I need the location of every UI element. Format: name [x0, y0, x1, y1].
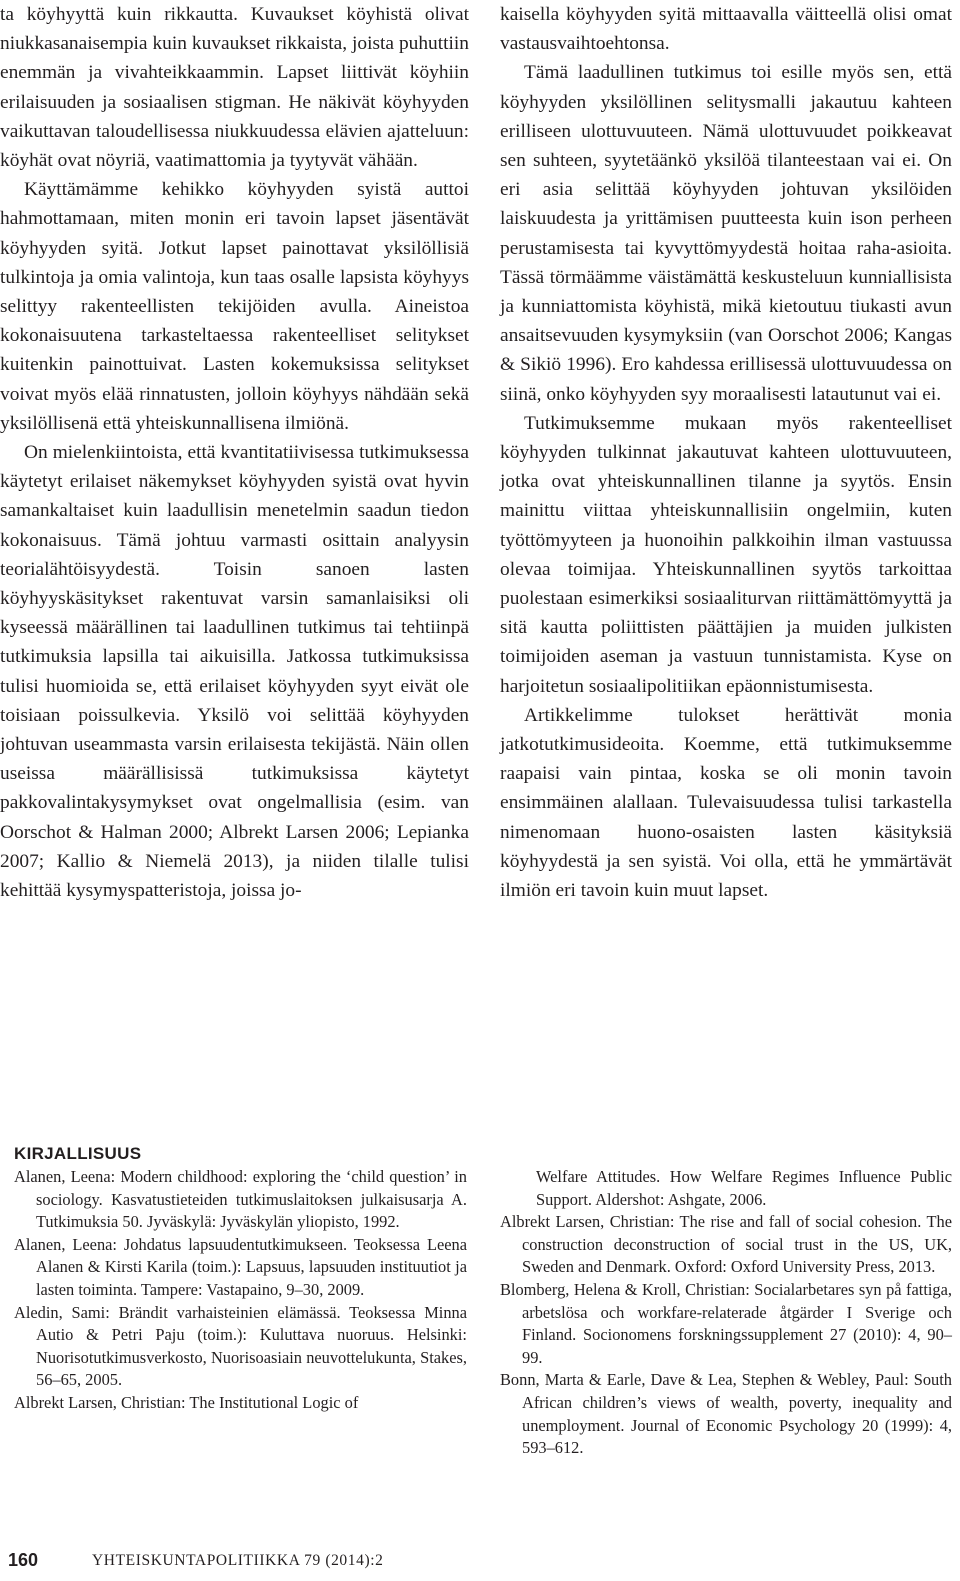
journal-title: YHTEISKUNTAPOLITIIKKA 79 (2014):2 — [92, 1552, 384, 1569]
references-heading: KIRJALLISUUS — [14, 1144, 142, 1163]
paragraph: kaisella köyhyyden syitä mittaavalla väitteellä olisi omat vastausvaihtoehtonsa. — [500, 4, 952, 55]
references-column-left — [14, 1166, 467, 1415]
references-column-right — [500, 1166, 952, 1460]
paragraph: On mielenkiintoista, että kvantitatiivisessa tutkimuksessa käytetyt erilaiset näkemykset köyhyyden syistä ovat hyvin samankaltaiset kuin laadullisin menetelmin saadun tiedon kokonaisuus. Tämä johtuu varmasti osittain analyysin teorialähtöisyydestä. Toisin sanoen lasten köyhyyskäsitykset rakentuvat varsin samanlaisiksi oli kyseessä määrällinen tai laadullinen tutkimus tai tehtiinpä tutkimuksia lapsilla tai aikuisilla. Jatkossa tutkimuksissa tulisi huomioida se, että erilaiset köyhyyden syyt eivät ole toisiaan poissulkevia. Yksilö voi selittää köyhyyden johtuvan useammasta varsin erilaisesta tekijästä. Näin ollen useissa määrällisissä tutkimuksissa käytetyt pakkovalintakysymykset ovat ongelmallisia (esim. van Oorschot & Halman 2000; Albrekt Larsen 2006; Lepianka 2007; Kallio & Niemelä 2013), ja niiden tilalle tulisi kehittää kysymyspatteristoja, joissa jo- — [0, 442, 469, 902]
reference-entry-continuation: Welfare Attitudes. How Welfare Regimes Influence Public Support. Aldershot: Ashgate, 2006. — [536, 1167, 952, 1209]
paragraph: ta köyhyyttä kuin rikkautta. Kuvaukset köyhistä olivat niukkasanaisempia kuin kuvaukset rikkaista, joista puhuttiin enemmän ja vivahteikkaammin. Lapset liittivät köyhiin erilaisuuden ja sosiaalisen stigman. He näkivät köyhyyden vaikuttavan taloudellisessa niukkuudessa elävien ajatteluun: köyhät ovat nöyriä, vaatimattomia ja tyytyvät vähään. — [0, 4, 469, 172]
page-footer — [0, 1548, 960, 1578]
reference-entry: Alanen, Leena: Modern childhood: exploring the ‘child question’ in sociology. Kasvatustieteiden tutkimuslaitoksen julkaisusarja A. Tutkimuksia 50. Jyväskylä: Jyväskylän yliopisto, 1992. — [14, 1167, 467, 1232]
reference-entry: Aledin, Sami: Brändit varhaisteinien elämässä. Teoksessa Minna Autio & Petri Paju (toim.): Kuluttava nuoruus. Helsinki: Nuorisotutkimusverkosto, Nuorisoasiain neuvottelukunta, Stakes, 56–65, 2005. — [14, 1302, 467, 1390]
body-column-left — [0, 0, 469, 905]
body-column-right — [500, 0, 952, 905]
paragraph: Käyttämämme kehikko köyhyyden syistä auttoi hahmottamaan, miten monin eri tavoin lapset jäsentävät köyhyyden syitä. Jotkut lapset painottavat yksilöllisiä tulkintoja ja omia valintoja, kun taas osalle lapsista köyhyys selittyy rakenteellisten tekijöiden avulla. Aineistoa kokonaisuutena tarkasteltaessa rakenteelliset selitykset kuitenkin painottuivat. Lasten kokemuksissa selitykset voivat myös elää rinnatusten, jolloin köyhyys nähdään sekä yksilöllisenä että yhteiskunnallisena ilmiönä. — [0, 179, 469, 434]
reference-entry: Albrekt Larsen, Christian: The rise and fall of social cohesion. The construction deconstruction of social trust in the US, UK, Sweden and Denmark. Oxford: Oxford University Press, 2013. — [500, 1212, 952, 1277]
reference-entry: Blomberg, Helena & Kroll, Christian: Socialarbetares syn på fattiga, arbetslösa och workfare-relaterade åtgärder I Sverige och Finland. Socionomens forskningssupplement 27 (2010): 4, 90–99. — [500, 1279, 952, 1367]
page-number: 160 — [8, 1550, 39, 1570]
reference-entry: Albrekt Larsen, Christian: The Institutional Logic of — [14, 1392, 359, 1412]
paragraph: Tämä laadullinen tutkimus toi esille myös sen, että köyhyyden yksilöllinen selitysmalli jakautuu kahteen erilliseen ulottuvuuteen. Nämä ulottuvuudet poikkeavat sen suhteen, syytetäänkö yksilöä tilanteestaan vai ei. On eri asia selittää köyhyyden johtuvan yksilöiden laiskuudesta ja yrittämisen puutteesta kuin ison perheen perustamisesta tai kyvyttömyydestä hoitaa raha-asioita. Tässä törmäämme väistämättä keskusteluun kunniallisista ja kunniattomista köyhistä, mikä kietoutuu tiukasti avun ansaitsevuuden kysymyksiin (van Oorschot 2006; Kangas & Sikiö 1996). Ero kahdessa erillisessä ulottuvuudessa on siinä, onko köyhyyden syy moraalisesti latautunut vai ei. — [500, 62, 952, 405]
paragraph: Tutkimuksemme mukaan myös rakenteelliset köyhyyden tulkinnat jakautuvat kahteen ulottuvuuteen, jotka ovat yhteiskunnallinen tilanne ja syytös. Ensin mainittu viittaa yhteiskunnallisiin ongelmiin, kuten työttömyyteen ja huonoihin palkkoihin ilman vastuussa olevaa toimijaa. Yhteiskunnallinen syytös tarkoittaa puolestaan esimerkiksi sosiaaliturvan riittämättömyyttä ja sitä kautta poliittisten päättäjien ja muiden julkisten toimijoiden aseman ja vastuun tunnistamista. Kyse on harjoitetun sosiaalipolitiikan epäonnistumisesta. — [500, 412, 952, 697]
reference-entry: Alanen, Leena: Johdatus lapsuudentutkimukseen. Teoksessa Leena Alanen & Kirsti Karila (toim.): Lapsuus, lapsuuden instituutiot ja lasten toiminta. Tampere: Vastapaino, 9–30, 2009. — [14, 1234, 467, 1299]
paragraph: Artikkelimme tulokset herättivät monia jatkotutkimusideoita. Koemme, että tutkimuksemme raapaisi vain pintaa, koska se oli monin tavoin ensimmäinen alallaan. Tulevaisuudessa tulisi tarkastella nimenomaan huono-osaisten lasten käsityksiä köyhyydestä ja sen syistä. Voi olla, että he ymmärtävät ilmiön eri tavoin kuin muut lapset. — [500, 704, 952, 902]
reference-entry: Bonn, Marta & Earle, Dave & Lea, Stephen & Webley, Paul: South African children’s views of wealth, poverty, inequality and unemployment. Journal of Economic Psychology 20 (1999): 4, 593–612. — [500, 1370, 952, 1458]
